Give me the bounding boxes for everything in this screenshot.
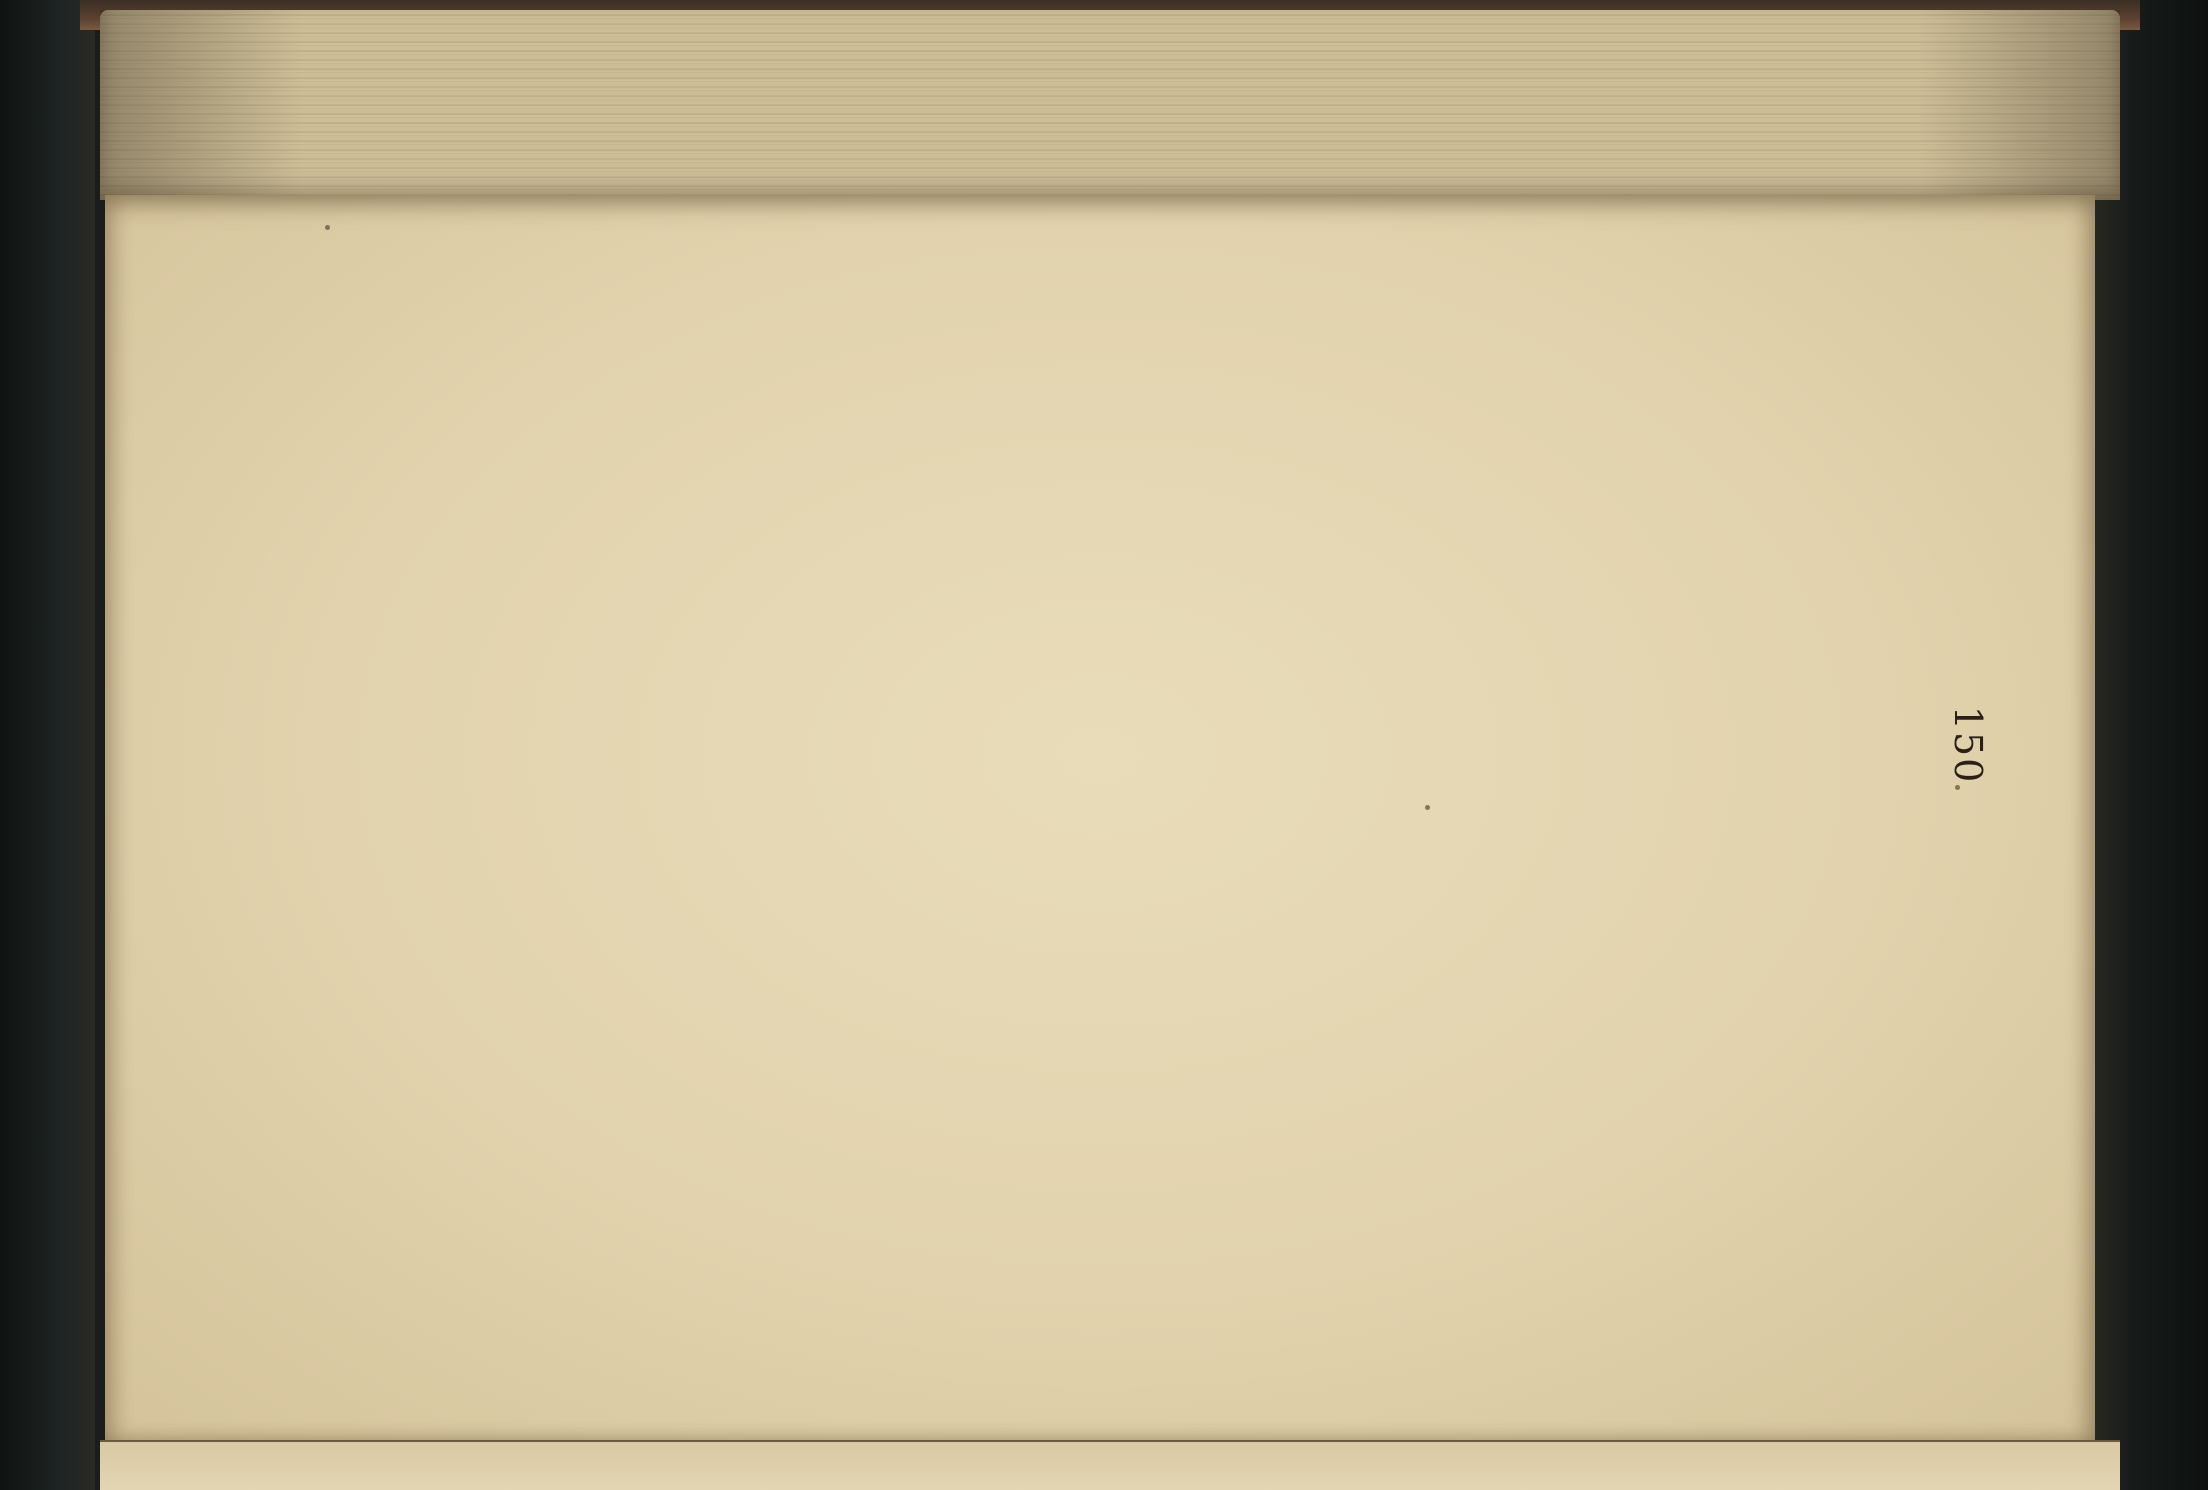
text-line	[1256, 225, 1308, 1265]
text-line	[1204, 225, 1256, 1265]
text-line	[1308, 225, 1360, 1265]
text-line	[1464, 225, 1516, 1265]
text-line	[1360, 225, 1412, 1265]
page-number: 150	[1946, 705, 1990, 785]
text-line	[1100, 225, 1152, 1265]
text-line	[1412, 225, 1464, 1265]
text-line	[1620, 225, 1672, 1265]
text-line	[684, 225, 736, 1265]
text-line	[1568, 225, 1620, 1265]
text-line	[1152, 225, 1204, 1265]
text-line	[632, 225, 684, 1265]
page-bottom-edge	[100, 1440, 2120, 1490]
text-lines	[580, 225, 1880, 1265]
text-line	[788, 225, 840, 1265]
text-line	[1048, 225, 1100, 1265]
text-line	[892, 225, 944, 1265]
text-line	[944, 225, 996, 1265]
text-line	[580, 225, 632, 1265]
text-line	[1672, 225, 1724, 1265]
text-line	[736, 225, 788, 1265]
background-right	[2088, 0, 2208, 1490]
background-left	[0, 0, 95, 1490]
text-line	[996, 225, 1048, 1265]
page-edges-shade	[100, 10, 2120, 200]
text-line	[1776, 225, 1828, 1265]
page-text-block	[430, 195, 1990, 1295]
text-line	[1724, 225, 1776, 1265]
text-line	[840, 225, 892, 1265]
paper-speck	[325, 225, 330, 230]
text-line	[1828, 225, 1880, 1265]
text-line	[1516, 225, 1568, 1265]
